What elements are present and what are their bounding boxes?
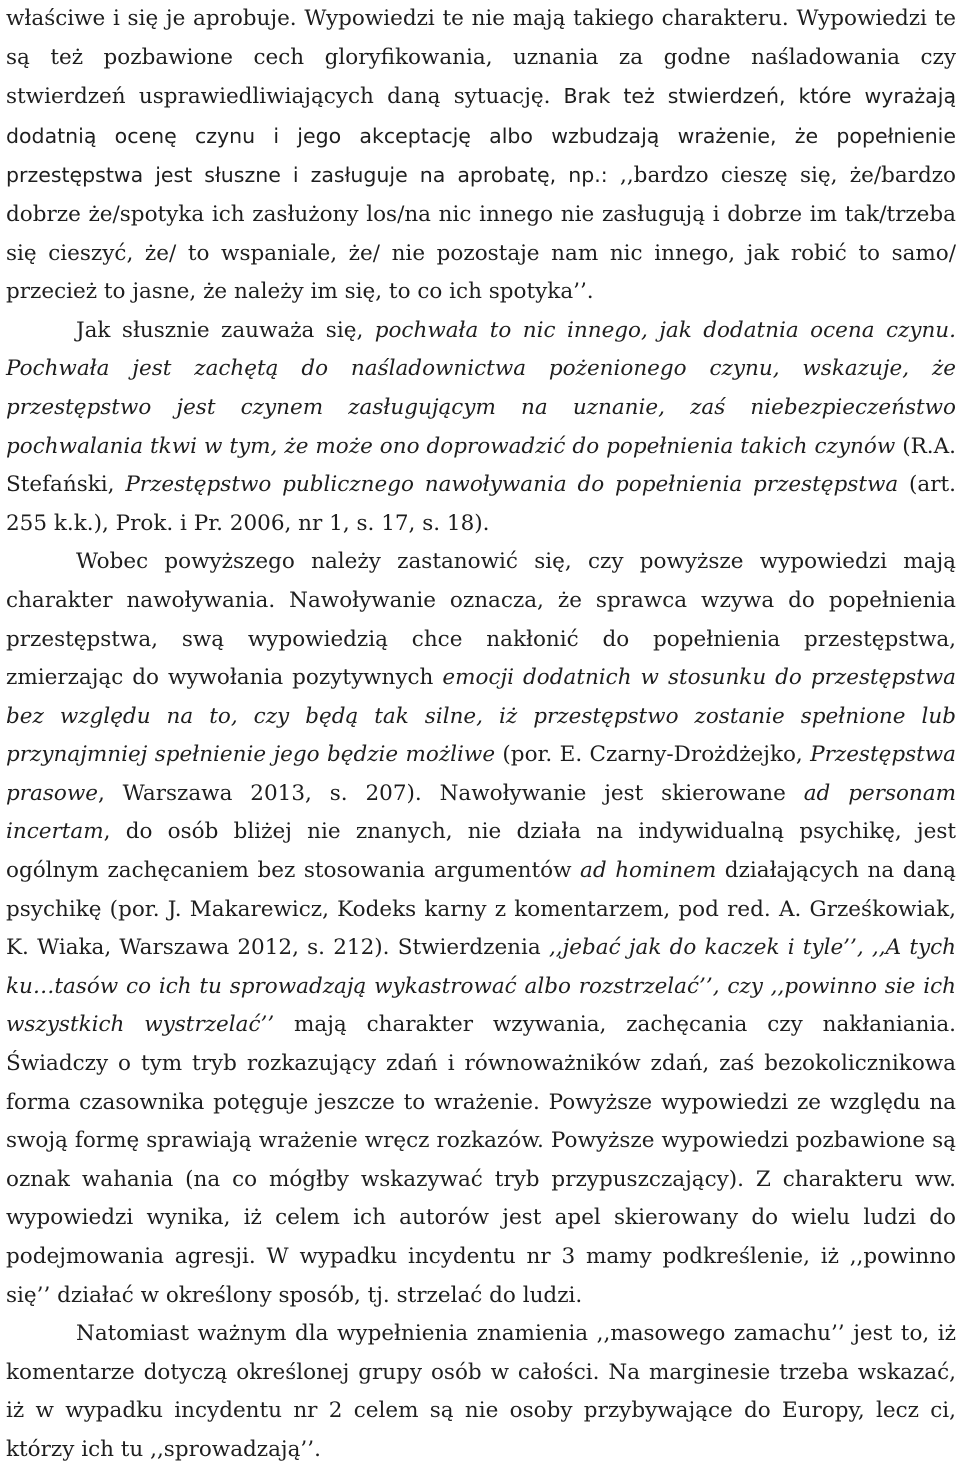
quote-praise-definition: pochwała to nic innego, jak dodatnia ocena czynu. Pochwała jest zachętą do naśladownictwa pożenionego czynu, wskazuje, że przestępstwo jest czynem zasługującym na uznanie, zaś niebezpieczeństwo pochwalania tkwi w tym, że może ono doprowadzić do popełnienia takich czynów [6, 317, 956, 459]
paragraph-4 [6, 1315, 956, 1469]
citation-title: Przestępstwa prasowe [6, 742, 956, 806]
paragraph-3-text: działających na daną psychikę (por. J. Makarewicz, Kodeks karny z komentarzem, pod red. A. Grześkowiak, K. Wiaka, Warszawa 2012, s. 212). Stwierdzenia [6, 858, 956, 961]
paragraph-1-text: właściwe i się je aprobuje. Wypowiedzi te nie mają takiego charakteru. Wypowiedzi te są też pozbawione cech gloryfikowania, uznania za godne naśladowania czy stwierdzeń usprawiedliwiających daną sytuację. [6, 6, 956, 110]
citation-part: (por. E. Czarny-Drożdżejko, [495, 742, 811, 768]
paragraph-3 [6, 543, 956, 1315]
citation-title: Przestępstwo publicznego nawoływania do popełnienia przestępstwa [125, 472, 899, 498]
citation-source: (art. 255 k.k.), Prok. i Pr. 2006, nr 1, s. 17, s. 18). [6, 472, 956, 536]
paragraph-2-text: Jak słusznie zauważa się, [76, 317, 375, 343]
latin-term: ad personam incertam [6, 780, 956, 845]
paragraph-1-text-sans: Brak też stwierdzeń, które wyrażają dodatnią ocenę czynu i jego akceptację albo wzbudzają wrażenie, że popełnienie przestępstwa jest słuszne i zasługuje na aprobatę, np.: [6, 84, 957, 188]
quote-praise-examples: ,,bardzo cieszę się, że/bardzo dobrze że/spotyka ich zasłużony los/na nic innego nie zasługują i dobrze im tak/trzeba się cieszyć, że/ to wspaniale, że/ nie pozostaje nam nic innego, jak robić to samo/ przecież to jasne, że należy im się, to co ich spotyka’’. [6, 163, 956, 305]
paragraph-3-text: Wobec powyższego należy zastanowić się, czy powyższe wypowiedzi mają charakter nawoływania. Nawoływanie oznacza, że sprawca wzywa do popełnienia przestępstwa, swą wypowiedzią chce nakłonić do popełnienia przestępstwa, zmierzając do wywołania pozytywnych [6, 549, 956, 691]
quote-emotions: emocji dodatnich w stosunku do przestępstwa bez względu na to, czy będą tak silne, iż przestępstwo zostanie spełnione lub przynajmniej spełnienie jego będzie możliwe [6, 665, 956, 768]
paragraph-3-text: , Warszawa 2013, s. 207). Nawoływanie jest skierowane [97, 780, 804, 806]
paragraph-3-text: , do osób bliżej nie znanych, nie działa na indywidualną psychikę, jest ogólnym zachęcaniem bez stosowania argumentów [6, 819, 956, 884]
latin-term: ad hominem [580, 858, 717, 884]
paragraph-2 [6, 312, 956, 544]
citation-part: (R.A. Stefański, [6, 433, 956, 498]
document-page [6, 0, 956, 1470]
paragraph-1 [6, 0, 956, 312]
paragraph-4-text: Natomiast ważnym dla wypełnienia znamienia ,,masowego zamachu’’ jest to, iż komentarze dotyczą określonej grupy osób w całości. Na marginesie trzeba wskazać, iż w wypadku incydentu nr 2 celem są nie osoby przybywające do Europy, lecz ci, którzy ich tu ,,sprowadzają’’. [6, 1321, 956, 1462]
quoted-statements: ,,jebać jak do kaczek i tyle’’, ,,A tych ku…tasów co ich tu sprowadzają wykastrować albo rozstrzelać’’, czy ,,powinno sie ich wszystkich wystrzelać’’ [6, 935, 956, 1038]
paragraph-3-text: mają charakter wzywania, zachęcania czy nakłaniania. Świadczy o tym tryb rozkazujący zdań i równoważników zdań, zaś bezokolicznikowa forma czasownika potęguje jeszcze to wrażenie. Powyższe wypowiedzi ze względu na swoją formę sprawiają wrażenie wręcz rozkazów. Powyższe wypowiedzi pozbawione są oznak wahania (na co mógłby wskazywać tryb przypuszczający). Z charakteru ww. wypowiedzi wynika, iż celem ich autorów jest apel skierowany do wielu ludzi do podejmowania agresji. W wypadku incydentu nr 3 mamy podkreślenie, iż ,,powinno się’’ działać w określony sposób, tj. strzelać do ludzi. [6, 1012, 956, 1308]
